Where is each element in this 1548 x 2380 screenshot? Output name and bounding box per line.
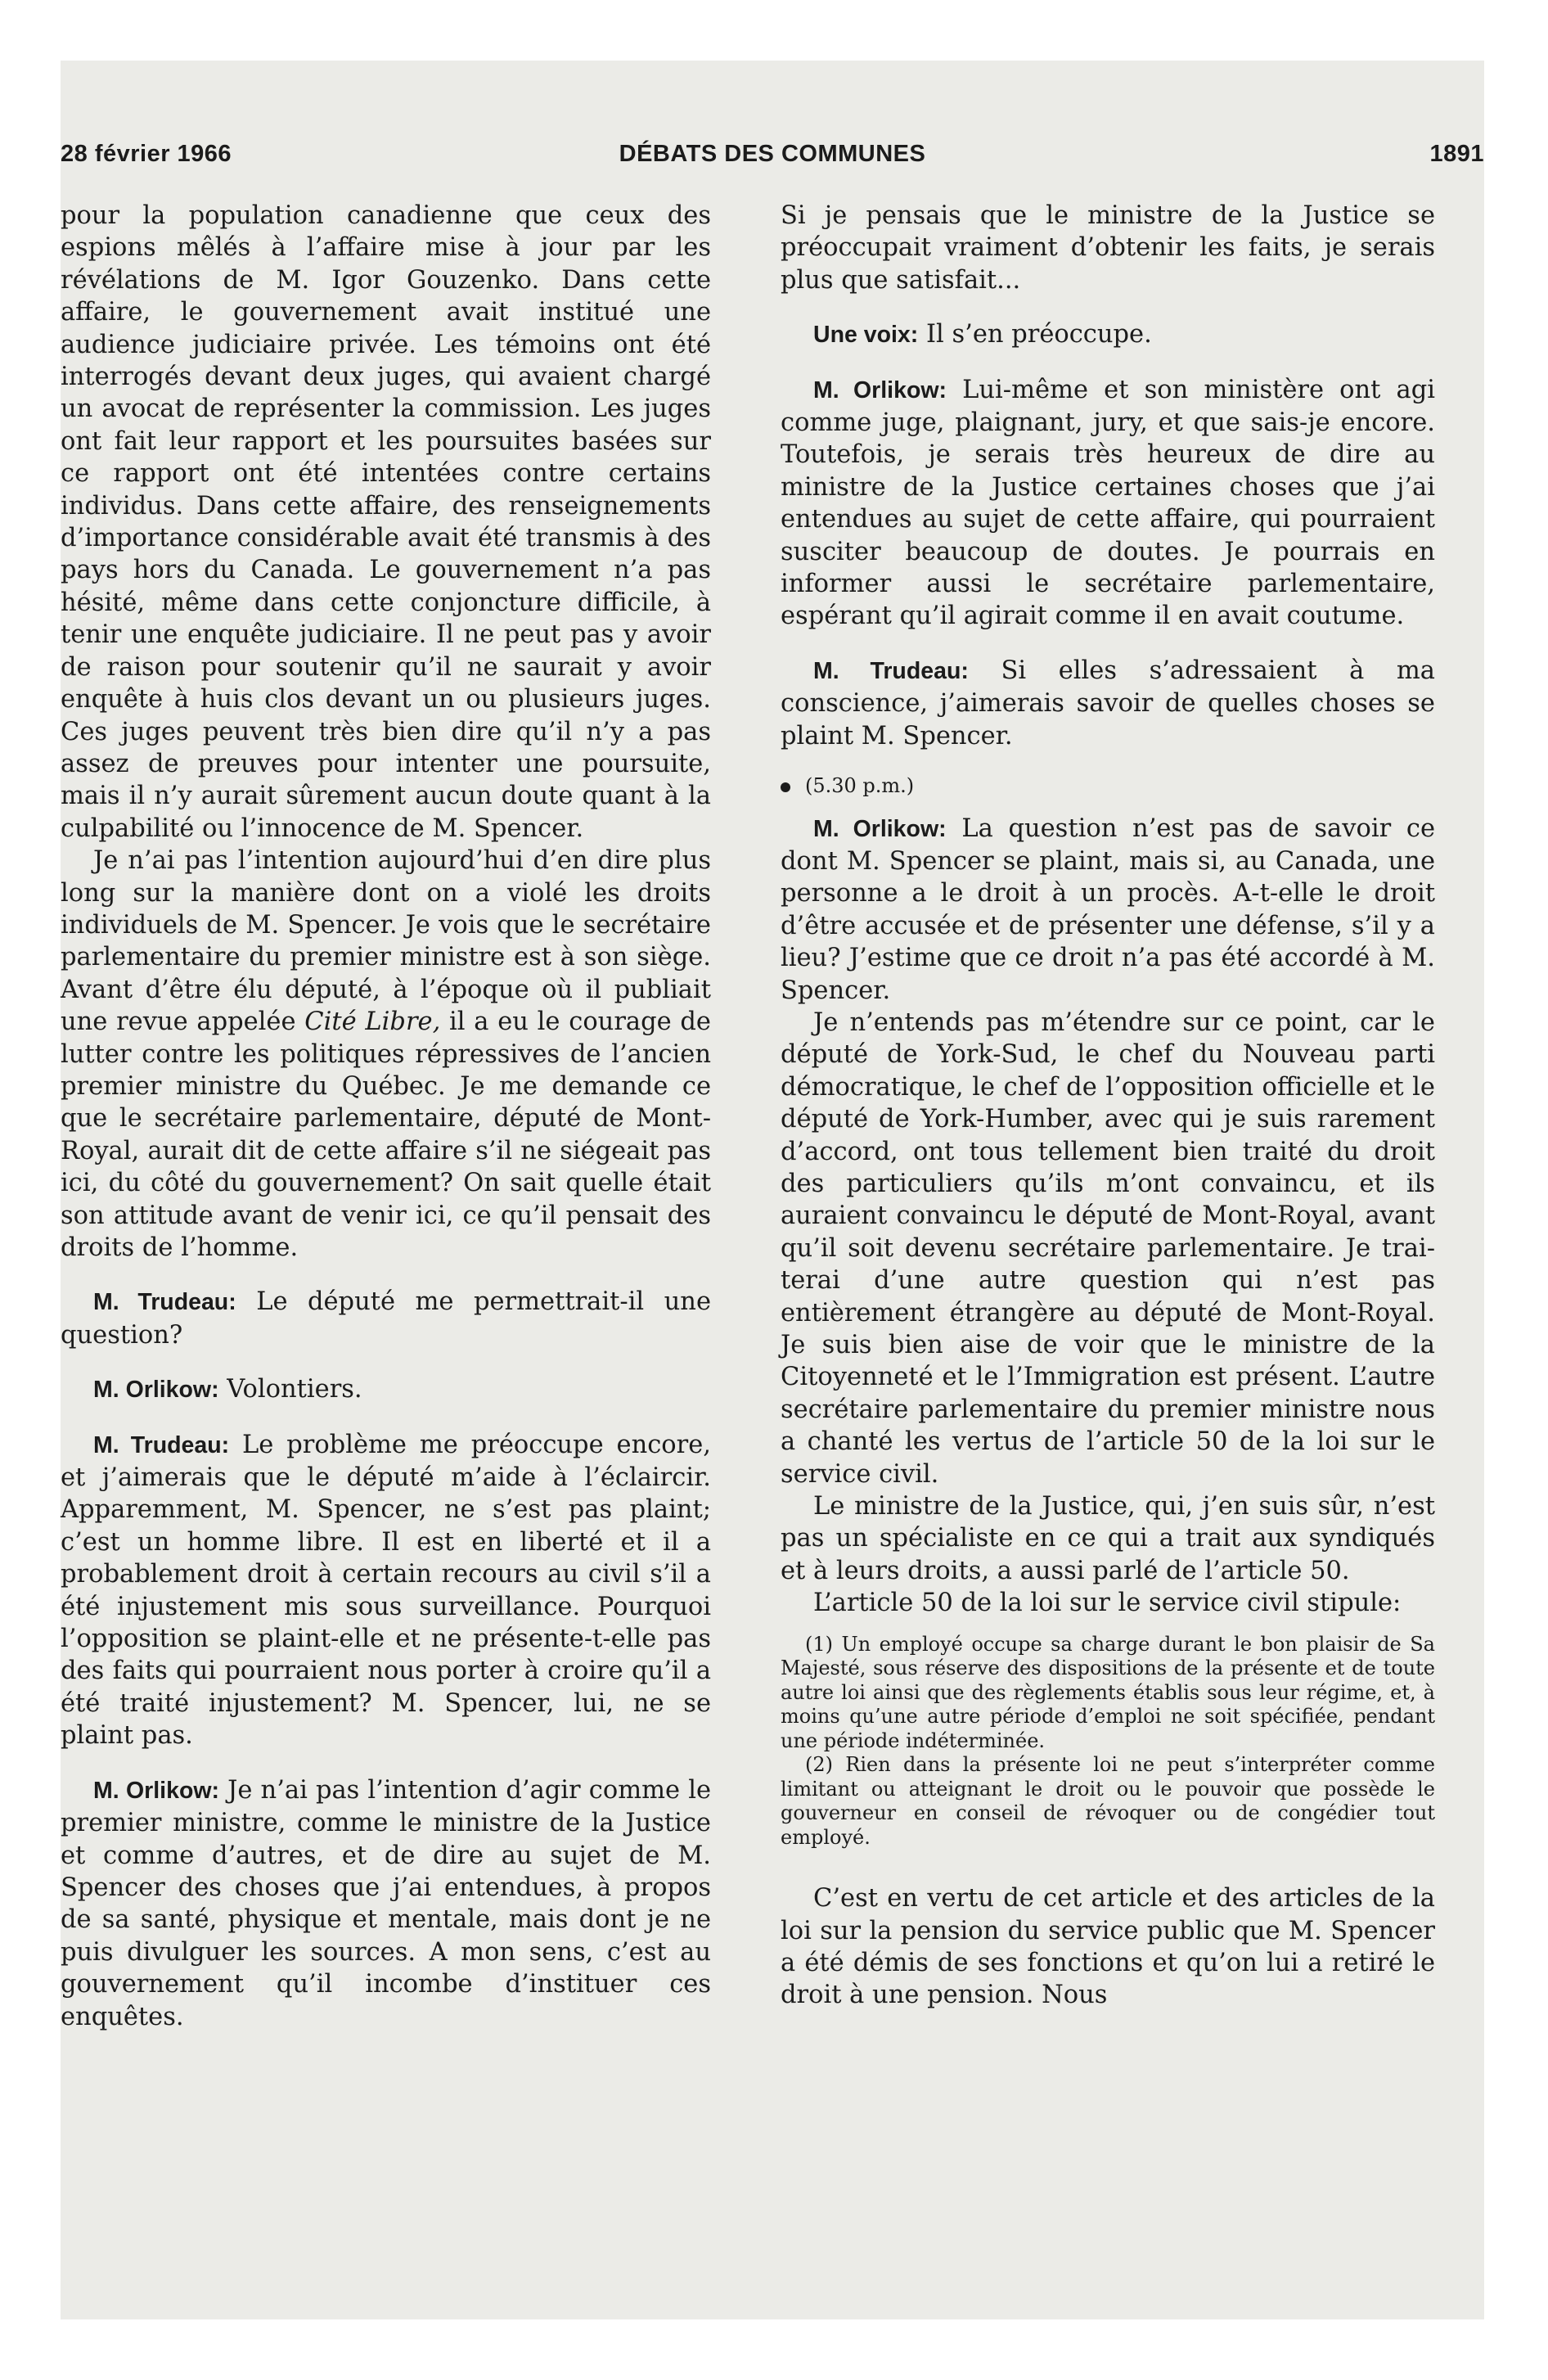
header-date: 28 février 1966: [61, 141, 232, 167]
header-page-number: 1891: [1429, 141, 1484, 167]
speech: [781, 374, 1435, 633]
publication-title: Cité Libre,: [304, 1007, 441, 1037]
speaker-name: M. Trudeau:: [93, 1289, 236, 1316]
paragraph: [61, 845, 711, 1264]
speech: [781, 655, 1435, 752]
time-marker: [781, 770, 1435, 802]
speaker-name: Une voix:: [813, 322, 919, 349]
speaker-name: M. Trudeau:: [813, 657, 969, 684]
page-header: [61, 141, 1484, 182]
speech-text: Si elles s’adressaient à ma conscience, j’aimerais savoir de quelles choses se plaint M. Spencer.: [781, 656, 1435, 751]
paragraph: Si je pensais que le ministre de la Justice se préoccupait vraiment d’obtenir les faits, je serais plus que satisfait...: [781, 201, 1435, 295]
speech: [61, 1373, 711, 1406]
speech-text: Lui-même et son ministère ont agi comme juge, plaignant, jury, et que sais-je encore. Toutefois, je serais très heureux de dire au ministre de la Justice certaines choses que j’ai entendues au sujet de cette affaire, qui pourraient susciter beaucoup de doutes. Je pourrais en informer aussi le secrétaire parlementaire, espérant qu’il agirait comme il en avait coutume.: [781, 375, 1436, 631]
paragraph: Le ministre de la Justice, qui, j’en suis sûr, n’est pas un spécialiste en ce qui a trait aux syndiqués et à leurs droits, a aussi parlé de l’article 50.: [781, 1492, 1435, 1585]
speaker-name: M. Orlikow:: [93, 1377, 219, 1404]
paragraph-text: Je n’ai pas l’intention aujourd’hui d’en dire plus long sur la manière dont on a violé les droits individuels de M. Spencer. Je vois que le secrétaire parlementaire du premier ministre est à son siège. Avant d’être élu député, à l’époque où il publiait une revue appelée: [61, 846, 711, 1037]
document-page: [61, 61, 1484, 2319]
time-text: (5.30 p.m.): [805, 774, 915, 798]
speaker-name: M. Orlikow:: [93, 1777, 220, 1804]
header-title: DÉBATS DES COMMUNES: [619, 141, 926, 167]
speech: [61, 1774, 711, 2033]
speech-text: Je n’ai pas l’intention d’agir comme le premier ministre, comme le ministre de la Justice et comme d’autres, et de dire au sujet de M. Spencer des choses que j’ai entendues, à propos de sa santé, physique et mentale, mais dont je ne puis divulguer les sources. A mon sens, c’est au gouvernement qu’il incombe d’instituer ces enquêtes.: [61, 1775, 712, 2031]
statute-quote: [781, 1633, 1435, 1850]
speech-text: Le député me permettrait-il une question?: [61, 1287, 711, 1350]
speech: [781, 318, 1435, 351]
paragraph: C’est en vertu de cet article et des articles de la loi sur la pension du service public que M. Spencer a été démis de ses fonctions et qu’on lui a retiré le droit à une pension. Nous: [781, 1884, 1435, 2010]
paragraph: pour la population canadienne que ceux des espions mêlés à l’affaire mise à jour par les révélations de M. Igor Gouzenko. Dans cette affaire, le gouvernement avait institué une audience judiciaire privée. Les témoins ont été interrogés devant deux juges, qui avaient chargé un avocat de représenter la commission. Les juges ont fait leur rapport et les poursuites basées sur ce rapport ont été intentées contre certains individus. Dans cette affaire, des renseignements d’importance considérable avait été transmis à des pays hors du Canada. Le gouvernement n’a pas hésité, même dans cette conjoncture difficile, à tenir une enquête judiciaire. Il ne peut pas y avoir de raison pour soutenir qu’il ne saurait y avoir enquête à huis clos devant un ou plusieurs juges. Ces juges peuvent très bien dire qu’il n’y a pas assez de preuves pour intenter une poursuite, mais il n’y aurait sûrement aucun doute quant à la culpabilité ou l’innocence de M. Spencer.: [61, 201, 711, 843]
paragraph: L’article 50 de la loi sur le service civil stipule:: [813, 1589, 1402, 1618]
speaker-name: M. Trudeau:: [93, 1431, 230, 1458]
speaker-name: M. Orlikow:: [813, 376, 947, 403]
quote-clause: (2) Rien dans la présente loi ne peut s’interpréter comme limitant ou atteignant le droit ou le pouvoir que possède le gouverneur en conseil de révoquer ou de congédier tout employé.: [781, 1753, 1435, 1849]
speech: [781, 813, 1435, 1007]
speech-text: Il s’en préoccupe.: [918, 320, 1152, 349]
right-column: [781, 200, 1435, 2012]
speech-text: Volontiers.: [218, 1375, 362, 1404]
paragraph-text: il a eu le courage de lutter contre les politiques répressives de l’ancien premier ministre du Québec. Je me demande ce que le secrétaire parlementaire, député de Mont-Royal, aurait dit de cette affaire s’il ne siégeait pas ici, du côté du gouvernement? On sait quelle était son attitude avant de venir ici, ce qu’il pensait des droits de l’homme.: [61, 1007, 711, 1262]
speech: [61, 1286, 711, 1351]
left-column: [61, 200, 711, 2033]
speaker-name: M. Orlikow:: [813, 815, 947, 842]
quote-clause: (1) Un employé occupe sa charge durant le bon plaisir de Sa Majesté, sous réserve des dispositions de la présente et de toute autre loi ainsi que des règlements établis sous leur régime, et, à moins qu’une autre période d’emploi ne soit spécifiée, pendant une période indéterminée.: [781, 1632, 1435, 1752]
paragraph: Je n’entends pas m’étendre sur ce point, car le député de York-Sud, le chef du Nouveau parti démocratique, le chef de l’opposition officielle et le député de York-Humber, avec qui je suis rarement d’accord, ont tous tellement bien traité du droit des particuliers qu’ils m’ont convaincu, et ils auraient convaincu le député de Mont-Royal, avant qu’il soit devenu secrétaire parlementaire. Je traiterai d’une autre question qui n’est pas entièrement étrangère au député de Mont-Royal. Je suis bien aise de voir que le ministre de la Citoyenneté et le l’Immigration est présent. L’autre secrétaire parlementaire du premier ministre nous a chanté les vertus de l’article 50 de la loi sur le service civil.: [781, 1007, 1435, 1489]
speech: [61, 1429, 711, 1752]
bullet-icon: [781, 782, 790, 792]
speech-text: Le problème me préoccupe encore, et j’aimerais que le député m’aide à l’éclaircir. Apparemment, M. Spencer, ne s’est pas plaint; c’est un homme libre. Il est en liberté et il a probablement droit à certain recours au civil s’il a été injustement mis sous surveillance. Pourquoi l’opposition se plaint-elle et ne présente-t-elle pas des faits qui pourraient nous porter à croire qu’il a été traité injustement? M. Spencer, lui, ne se plaint pas.: [61, 1430, 711, 1751]
speech-text: La question n’est pas de savoir ce dont M. Spencer se plaint, mais si, au Canada, une personne a le droit à un procès. A-t-elle le droit d’être accusée et de présenter une défense, s’il y a lieu? J’estime que ce droit n’a pas été accordé à M. Spencer.: [781, 814, 1435, 1005]
